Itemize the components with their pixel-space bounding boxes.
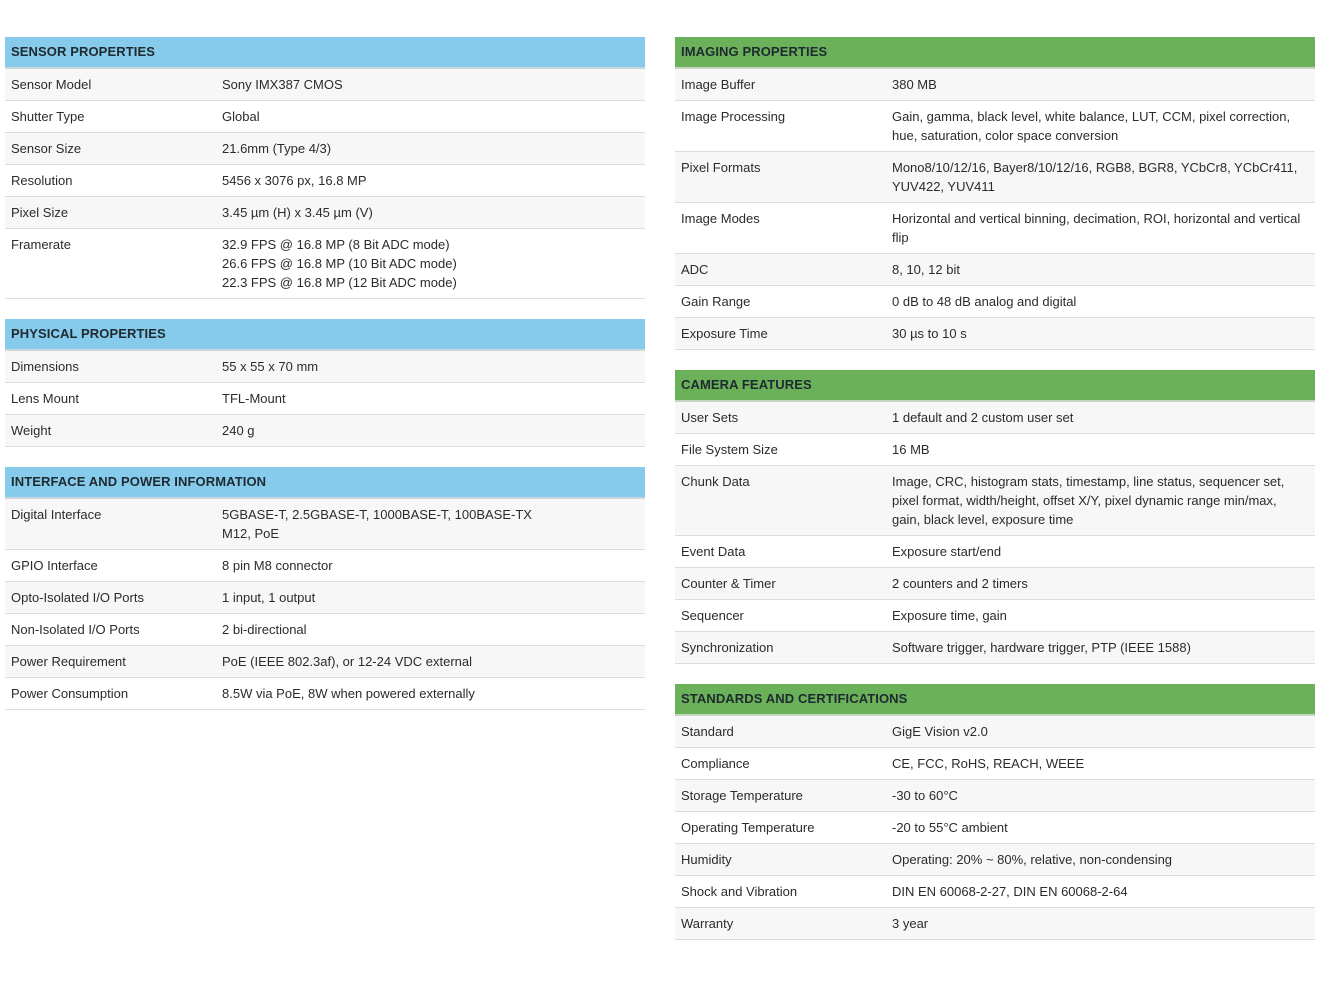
spec-value: 8, 10, 12 bit	[892, 262, 960, 277]
spec-label: Image Buffer	[681, 77, 756, 92]
section-header: PHYSICAL PROPERTIES	[5, 319, 645, 351]
spec-row-humidity	[675, 844, 1315, 876]
spec-value: 2 counters and 2 timers	[892, 576, 1028, 591]
spec-table	[5, 499, 645, 710]
spec-row-framerate	[5, 229, 645, 299]
spec-value: CE, FCC, RoHS, REACH, WEEE	[892, 756, 1085, 771]
spec-value: TFL-Mount	[222, 391, 286, 406]
spec-value: 2 bi-directional	[222, 622, 307, 637]
spec-row-power-consumption	[5, 678, 645, 710]
spec-row-digital-interface	[5, 499, 645, 550]
spec-row-exposure-time	[675, 318, 1315, 350]
section-header: CAMERA FEATURES	[675, 370, 1315, 402]
spec-label: Sensor Model	[11, 77, 92, 92]
spec-row-event-data	[675, 536, 1315, 568]
spec-value: 5456 x 3076 px, 16.8 MP	[222, 173, 367, 188]
spec-label: Shock and Vibration	[681, 884, 798, 899]
section-header: SENSOR PROPERTIES	[5, 37, 645, 69]
spec-value: Horizontal and vertical binning, decimation, ROI, horizontal and vertical flip	[892, 211, 1301, 245]
sensor-properties-section	[5, 37, 645, 299]
camera-features-section	[675, 370, 1315, 664]
spec-label: Humidity	[681, 852, 732, 867]
spec-row-non-isolated-i-o-ports	[5, 614, 645, 646]
spec-row-standard	[675, 716, 1315, 748]
spec-row-adc	[675, 254, 1315, 286]
spec-value: DIN EN 60068-2-27, DIN EN 60068-2-64	[892, 884, 1128, 899]
spec-label: Sensor Size	[11, 141, 82, 156]
spec-label: Non-Isolated I/O Ports	[11, 622, 140, 637]
spec-value: Operating: 20% ~ 80%, relative, non-condensing	[892, 852, 1173, 867]
spec-label: Event Data	[681, 544, 746, 559]
spec-row-synchronization	[675, 632, 1315, 664]
spec-value: Sony IMX387 CMOS	[222, 77, 343, 92]
spec-value: Gain, gamma, black level, white balance, LUT, CCM, pixel correction, hue, saturation, color space conversion	[892, 109, 1291, 143]
spec-value: 3.45 µm (H) x 3.45 µm (V)	[222, 205, 373, 220]
spec-row-chunk-data	[675, 466, 1315, 536]
spec-row-counter-timer	[675, 568, 1315, 600]
standards-and-certifications-section	[675, 684, 1315, 940]
spec-row-file-system-size	[675, 434, 1315, 466]
spec-label: Compliance	[681, 756, 750, 771]
spec-row-image-buffer	[675, 69, 1315, 101]
spec-value: Exposure start/end	[892, 544, 1002, 559]
spec-label: Shutter Type	[11, 109, 85, 124]
spec-value: 380 MB	[892, 77, 937, 92]
spec-value: Exposure time, gain	[892, 608, 1007, 623]
spec-row-sequencer	[675, 600, 1315, 632]
spec-value: Software trigger, hardware trigger, PTP (IEEE 1588)	[892, 640, 1191, 655]
spec-table	[5, 351, 645, 447]
spec-value: -20 to 55°C ambient	[892, 820, 1008, 835]
spec-value: -30 to 60°C	[892, 788, 958, 803]
spec-row-pixel-formats	[675, 152, 1315, 203]
spec-value: 240 g	[222, 423, 255, 438]
spec-row-compliance	[675, 748, 1315, 780]
spec-table	[675, 402, 1315, 664]
spec-label: Power Requirement	[11, 654, 126, 669]
right-spec-column	[675, 37, 1315, 960]
spec-row-storage-temperature	[675, 780, 1315, 812]
spec-label: Image Processing	[681, 109, 786, 124]
spec-label: Dimensions	[11, 359, 79, 374]
spec-row-image-processing	[675, 101, 1315, 152]
spec-row-warranty	[675, 908, 1315, 940]
spec-row-sensor-size	[5, 133, 645, 165]
spec-label: Pixel Size	[11, 205, 69, 220]
spec-value: 1 input, 1 output	[222, 590, 316, 605]
spec-label: File System Size	[681, 442, 778, 457]
spec-value: Global	[222, 109, 260, 124]
spec-label: Sequencer	[681, 608, 744, 623]
spec-label: Digital Interface	[11, 507, 102, 522]
spec-table	[675, 69, 1315, 350]
spec-label: GPIO Interface	[11, 558, 98, 573]
spec-label: Gain Range	[681, 294, 751, 309]
spec-value: 16 MB	[892, 442, 930, 457]
spec-label: Weight	[11, 423, 52, 438]
spec-value: 5GBASE-T, 2.5GBASE-T, 1000BASE-T, 100BASE-TX M12, PoE	[222, 507, 532, 541]
spec-value: 30 µs to 10 s	[892, 326, 967, 341]
spec-label: Operating Temperature	[681, 820, 815, 835]
spec-value: 1 default and 2 custom user set	[892, 410, 1074, 425]
spec-value: PoE (IEEE 802.3af), or 12-24 VDC external	[222, 654, 473, 669]
spec-value: 8.5W via PoE, 8W when powered externally	[222, 686, 475, 701]
spec-label: Exposure Time	[681, 326, 768, 341]
spec-row-image-modes	[675, 203, 1315, 254]
spec-table	[675, 716, 1315, 940]
spec-value: 32.9 FPS @ 16.8 MP (8 Bit ADC mode) 26.6 FPS @ 16.8 MP (10 Bit ADC mode) 22.3 FPS @ 16.8 MP (12 Bit ADC mode)	[222, 237, 457, 290]
spec-row-lens-mount	[5, 383, 645, 415]
spec-label: Synchronization	[681, 640, 774, 655]
spec-label: Standard	[681, 724, 734, 739]
spec-label: ADC	[681, 262, 709, 277]
spec-label: User Sets	[681, 410, 739, 425]
spec-label: Opto-Isolated I/O Ports	[11, 590, 144, 605]
left-spec-column	[5, 37, 645, 730]
interface-and-power-information-section	[5, 467, 645, 710]
spec-row-operating-temperature	[675, 812, 1315, 844]
section-header: INTERFACE AND POWER INFORMATION	[5, 467, 645, 499]
section-header: IMAGING PROPERTIES	[675, 37, 1315, 69]
spec-value: Mono8/10/12/16, Bayer8/10/12/16, RGB8, BGR8, YCbCr8, YCbCr411, YUV422, YUV411	[892, 160, 1298, 194]
spec-row-pixel-size	[5, 197, 645, 229]
spec-row-user-sets	[675, 402, 1315, 434]
spec-row-gain-range	[675, 286, 1315, 318]
spec-value: GigE Vision v2.0	[892, 724, 988, 739]
spec-row-shock-and-vibration	[675, 876, 1315, 908]
spec-label: Lens Mount	[11, 391, 79, 406]
spec-row-resolution	[5, 165, 645, 197]
spec-label: Counter & Timer	[681, 576, 776, 591]
spec-row-sensor-model	[5, 69, 645, 101]
spec-table	[5, 69, 645, 299]
spec-label: Power Consumption	[11, 686, 129, 701]
spec-label: Warranty	[681, 916, 734, 931]
spec-label: Pixel Formats	[681, 160, 761, 175]
spec-row-opto-isolated-i-o-ports	[5, 582, 645, 614]
spec-value: 55 x 55 x 70 mm	[222, 359, 319, 374]
spec-value: 0 dB to 48 dB analog and digital	[892, 294, 1077, 309]
spec-value: 3 year	[892, 916, 929, 931]
spec-label: Framerate	[11, 237, 71, 252]
spec-value: 8 pin M8 connector	[222, 558, 333, 573]
physical-properties-section	[5, 319, 645, 447]
section-header: STANDARDS AND CERTIFICATIONS	[675, 684, 1315, 716]
spec-row-shutter-type	[5, 101, 645, 133]
spec-row-gpio-interface	[5, 550, 645, 582]
spec-value: Image, CRC, histogram stats, timestamp, line status, sequencer set, pixel format, width/height, offset X/Y, pixel dynamic range min/max, gain, black level, exposure time	[892, 474, 1285, 527]
spec-row-weight	[5, 415, 645, 447]
imaging-properties-section	[675, 37, 1315, 350]
spec-row-dimensions	[5, 351, 645, 383]
spec-value: 21.6mm (Type 4/3)	[222, 141, 332, 156]
spec-row-power-requirement	[5, 646, 645, 678]
spec-label: Storage Temperature	[681, 788, 803, 803]
spec-label: Image Modes	[681, 211, 760, 226]
spec-label: Resolution	[11, 173, 73, 188]
spec-label: Chunk Data	[681, 474, 750, 489]
